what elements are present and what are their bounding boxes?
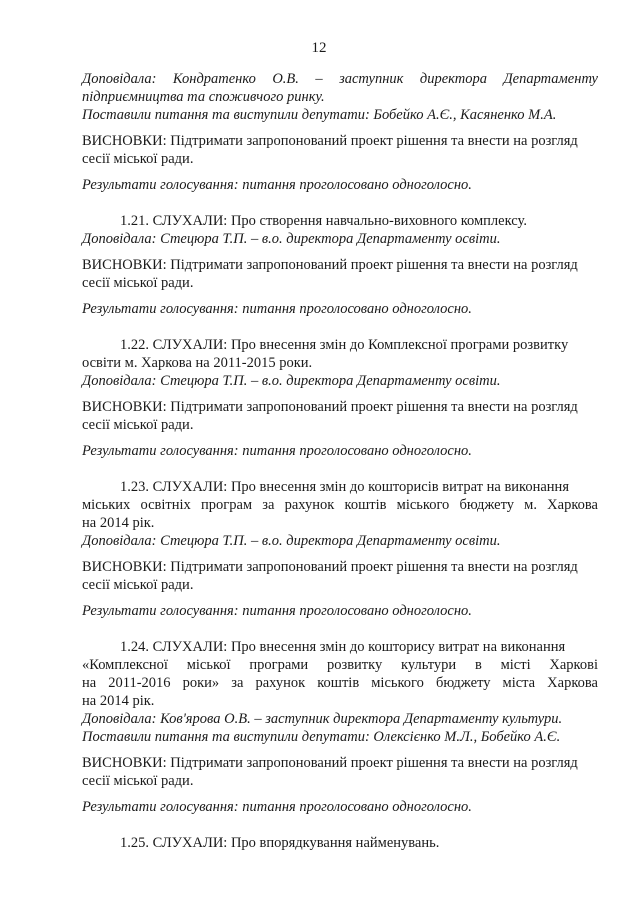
conclusion-line: сесії міської ради.	[82, 275, 194, 291]
conclusion-line: сесії міської ради.	[82, 773, 194, 789]
heard-line: 1.25. СЛУХАЛИ: Про впорядкування найменувань.	[120, 835, 440, 851]
conclusion-line: ВИСНОВКИ: Підтримати запропонований проект рішення та внести на розгляд	[82, 399, 578, 415]
speaker-line: Доповідала: Стецюра Т.П. – в.о. директора Департаменту освіти.	[82, 231, 501, 247]
conclusion-line: сесії міської ради.	[82, 417, 194, 433]
heard-line: 1.23. СЛУХАЛИ: Про внесення змін до кошторисів витрат на виконання	[120, 479, 569, 495]
deputies-line: Поставили питання та виступили депутати: Олексієнко М.Л., Бобейко А.Є.	[82, 729, 561, 745]
heard-line: на 2014 рік.	[82, 693, 155, 709]
heard-line: на 2014 рік.	[82, 515, 155, 531]
speaker-line: підприємництва та споживчого ринку.	[82, 89, 325, 105]
conclusion-line: ВИСНОВКИ: Підтримати запропонований проект рішення та внести на розгляд	[82, 257, 578, 273]
heard-line: міських освітніх програм за рахунок коштів міського бюджету м. Харкова	[82, 497, 598, 513]
agenda-item	[82, 478, 598, 620]
agenda-item	[82, 336, 598, 460]
agenda-item	[82, 70, 598, 194]
vote-result: Результати голосування: питання проголосовано одноголосно.	[82, 603, 472, 619]
heard-line: 1.24. СЛУХАЛИ: Про внесення змін до кошторису витрат на виконання	[120, 639, 566, 655]
vote-result: Результати голосування: питання проголосовано одноголосно.	[82, 799, 472, 815]
speaker-line: Доповідала: Стецюра Т.П. – в.о. директора Департаменту освіти.	[82, 533, 501, 549]
vote-result: Результати голосування: питання проголосовано одноголосно.	[82, 443, 472, 459]
heard-line: «Комплексної міської програми розвитку культури в місті Харкові	[82, 657, 598, 673]
conclusion-line: сесії міської ради.	[82, 577, 194, 593]
speaker-line: Доповідала: Кондратенко О.В. – заступник директора Департаменту	[82, 71, 598, 87]
speaker-line: Доповідала: Ков'ярова О.В. – заступник директора Департаменту культури.	[82, 711, 563, 727]
conclusion-line: ВИСНОВКИ: Підтримати запропонований проект рішення та внести на розгляд	[82, 133, 578, 149]
minutes-content	[82, 70, 598, 852]
vote-result: Результати голосування: питання проголосовано одноголосно.	[82, 301, 472, 317]
agenda-item	[82, 638, 598, 816]
deputies-line: Поставили питання та виступили депутати: Бобейко А.Є., Касяненко М.А.	[82, 107, 557, 123]
conclusion-line: ВИСНОВКИ: Підтримати запропонований проект рішення та внести на розгляд	[82, 755, 578, 771]
heard-line: 1.21. СЛУХАЛИ: Про створення навчально-виховного комплексу.	[120, 213, 527, 229]
conclusion-line: ВИСНОВКИ: Підтримати запропонований проект рішення та внести на розгляд	[82, 559, 578, 575]
vote-result: Результати голосування: питання проголосовано одноголосно.	[82, 177, 472, 193]
heard-line: освіти м. Харкова на 2011-2015 роки.	[82, 355, 313, 371]
speaker-line: Доповідала: Стецюра Т.П. – в.о. директора Департаменту освіти.	[82, 373, 501, 389]
agenda-item	[82, 212, 598, 318]
heard-line: 1.22. СЛУХАЛИ: Про внесення змін до Комплексної програми розвитку	[120, 337, 569, 353]
page-number: 12	[311, 40, 327, 56]
conclusion-line: сесії міської ради.	[82, 151, 194, 167]
heard-line: на 2011-2016 роки» за рахунок коштів міського бюджету міста Харкова	[82, 675, 598, 691]
agenda-item	[82, 834, 598, 852]
